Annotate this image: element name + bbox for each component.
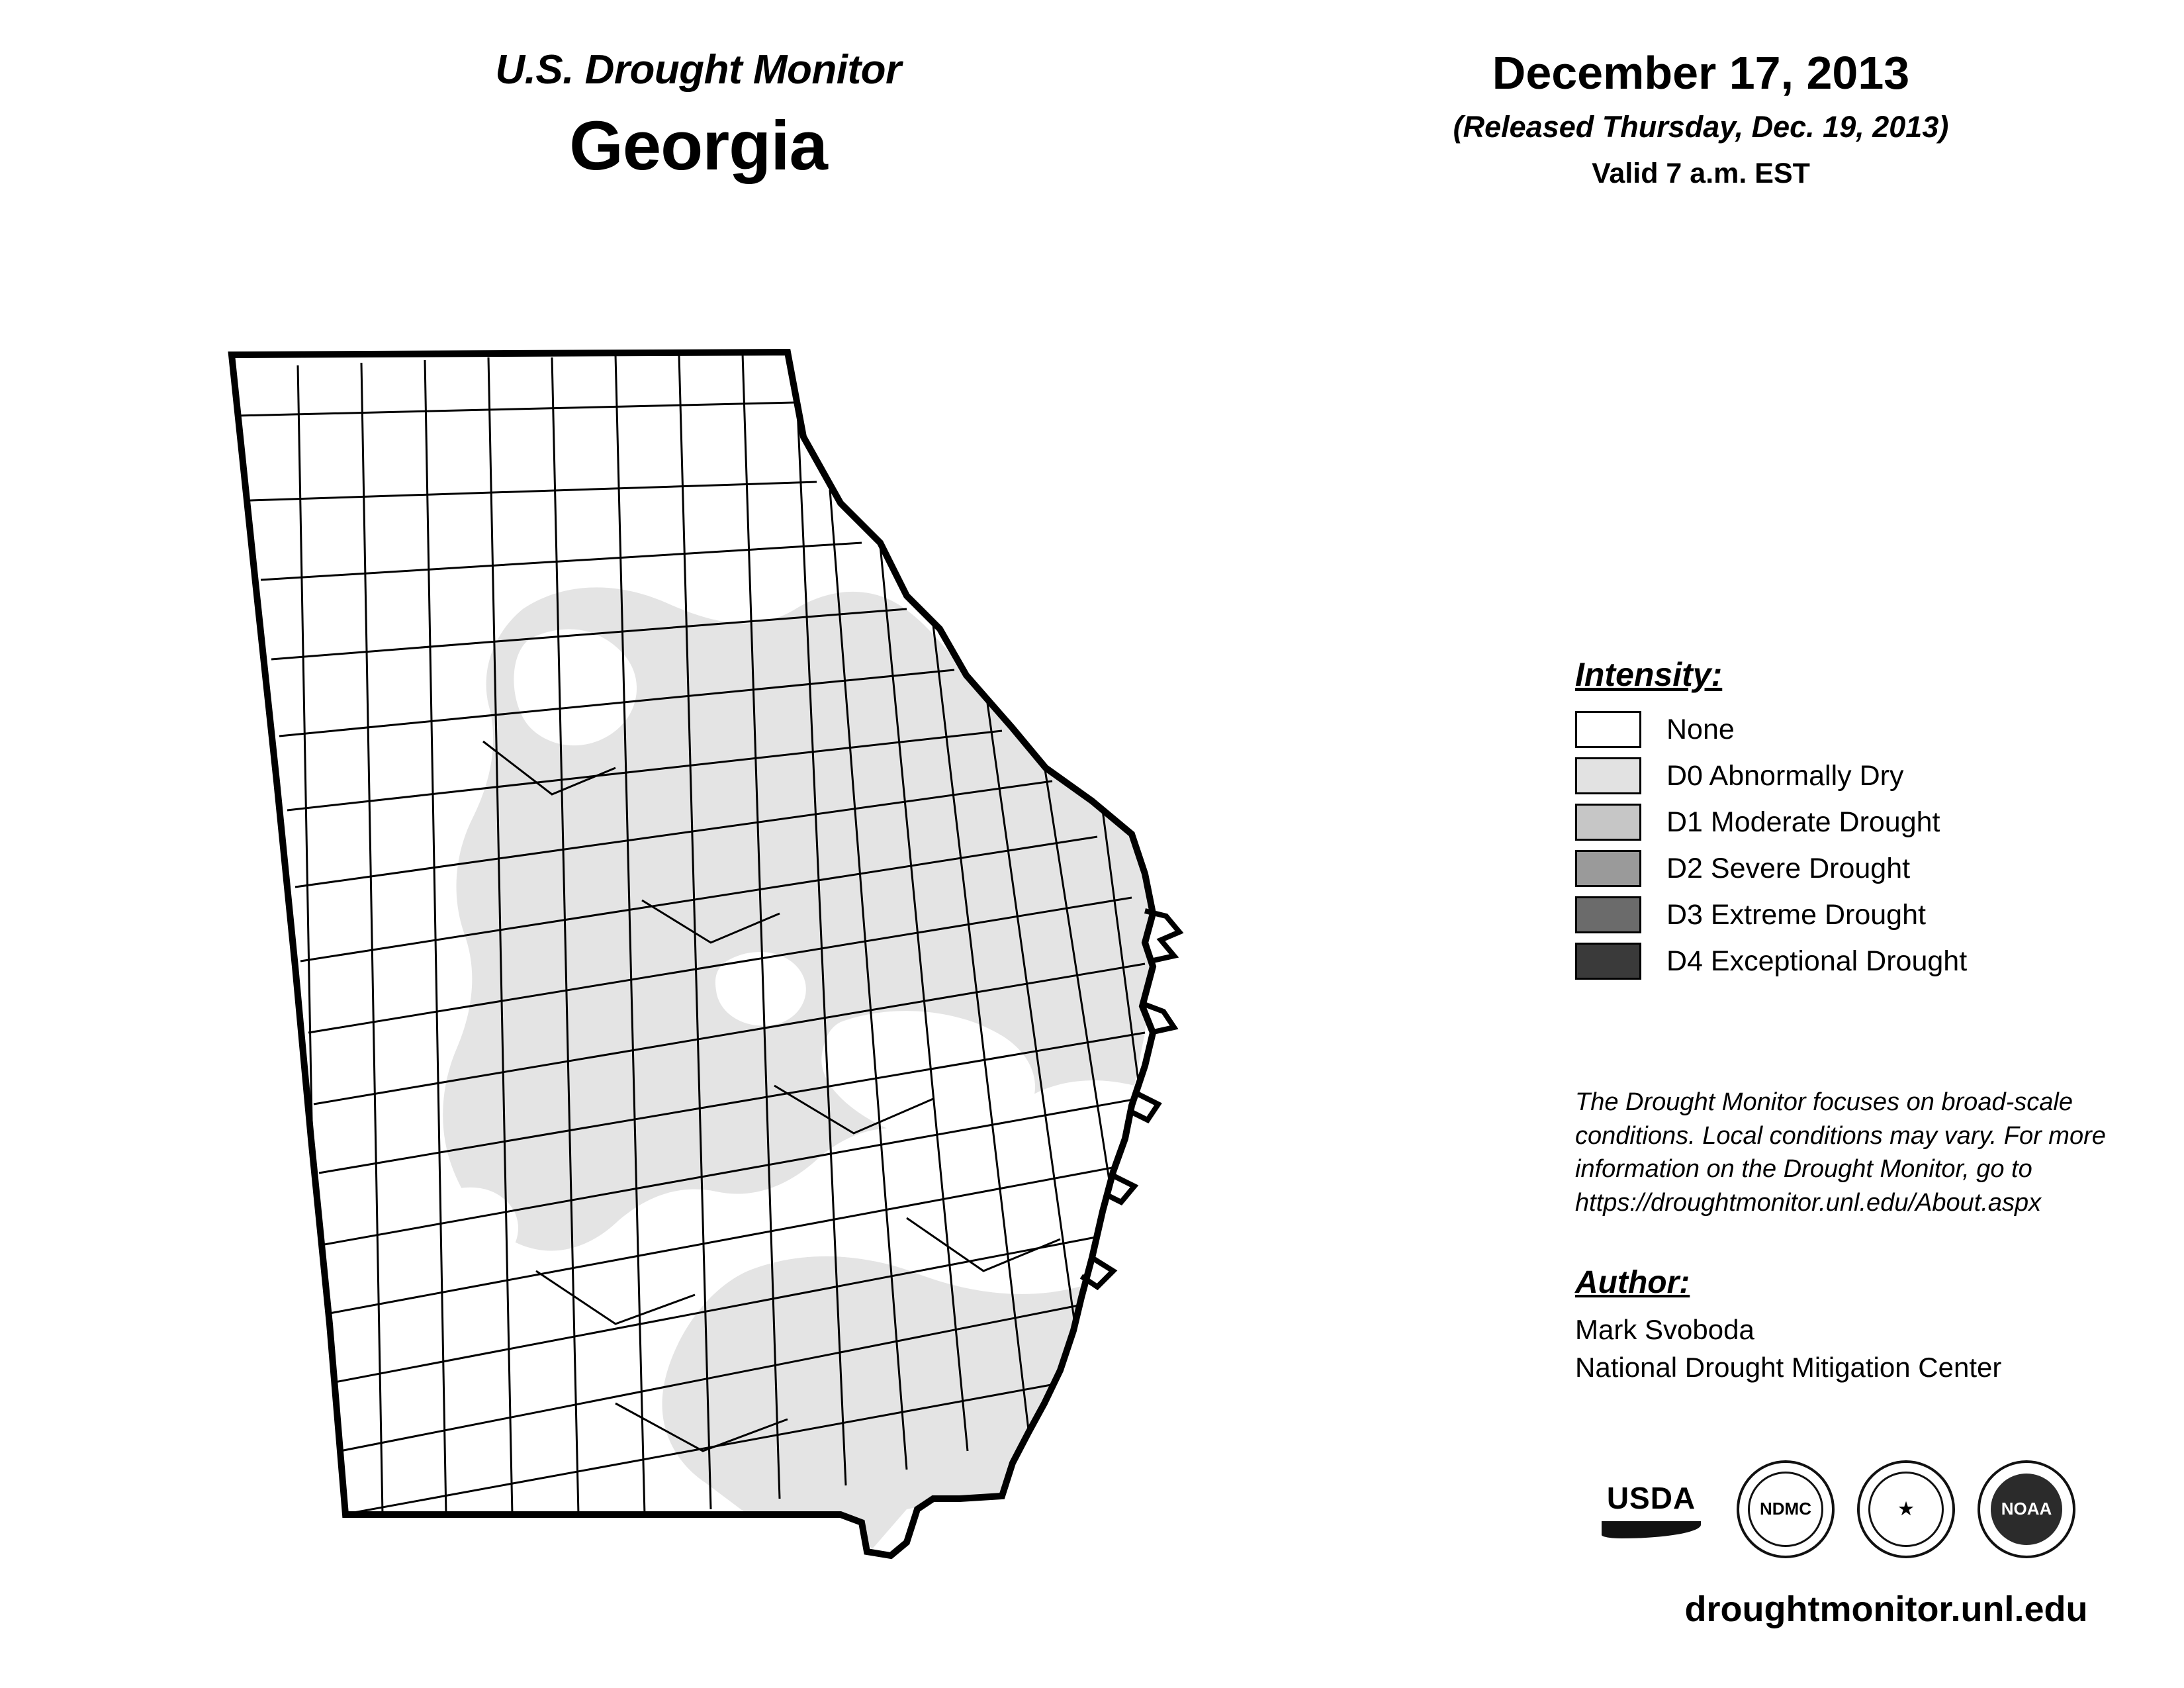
author-title: Author: <box>1575 1265 1690 1300</box>
georgia-drought-map <box>218 344 1357 1602</box>
logo-row <box>1588 1456 2171 1562</box>
noaa-logo <box>1978 1460 2075 1558</box>
legend-swatch-d2 <box>1575 850 1641 887</box>
legend-label-d0: D0 Abnormally Dry <box>1666 759 1904 792</box>
author-org: National Drought Mitigation Center <box>1575 1351 2002 1383</box>
legend-item-d2 <box>1575 850 2171 887</box>
usdoc-logo <box>1857 1460 1955 1558</box>
valid-time: Valid 7 a.m. EST <box>1592 158 1810 189</box>
legend-item-d0 <box>1575 757 2171 794</box>
legend-item-d3 <box>1575 896 2171 933</box>
legend-swatch-d3 <box>1575 896 1641 933</box>
legend-item-none <box>1575 711 2171 748</box>
ndmc-logo <box>1737 1460 1835 1558</box>
legend-title: Intensity: <box>1575 656 1723 693</box>
title-block <box>285 46 1112 186</box>
valid-date: December 17, 2013 <box>1492 47 1910 99</box>
usda-logo <box>1588 1470 1714 1549</box>
map-svg <box>218 344 1357 1602</box>
legend-label-d4: D4 Exceptional Drought <box>1666 945 1968 977</box>
legend-swatch-none <box>1575 711 1641 748</box>
legend-item-d1 <box>1575 804 2171 841</box>
ndmc-logo-text: NDMC <box>1748 1472 1823 1547</box>
usdoc-eagle-icon: ★ <box>1868 1472 1944 1547</box>
release-date: (Released Thursday, Dec. 19, 2013) <box>1453 110 1949 144</box>
legend-label-d3: D3 Extreme Drought <box>1666 898 1926 931</box>
legend-item-d4 <box>1575 943 2171 980</box>
usda-swoosh-icon <box>1602 1521 1701 1538</box>
noaa-logo-text: NOAA <box>1989 1472 2064 1547</box>
legend-swatch-d1 <box>1575 804 1641 841</box>
page-title: U.S. Drought Monitor <box>495 47 901 93</box>
legend <box>1575 655 2171 989</box>
usda-logo-text: USDA <box>1606 1481 1696 1515</box>
website-url[interactable]: droughtmonitor.unl.edu <box>1684 1589 2088 1629</box>
author-name: Mark Svoboda <box>1575 1314 1754 1345</box>
date-block <box>1343 46 2058 190</box>
state-title: Georgia <box>569 107 827 185</box>
legend-swatch-d0 <box>1575 757 1641 794</box>
legend-label-none: None <box>1666 713 1735 745</box>
legend-label-d2: D2 Severe Drought <box>1666 852 1911 884</box>
legend-swatch-d4 <box>1575 943 1641 980</box>
disclaimer-text: The Drought Monitor focuses on broad-scale conditions. Local conditions may vary. For more information on the Drought Monitor, go to https://droughtmonitor.unl.edu/About.aspx <box>1575 1088 2106 1217</box>
legend-label-d1: D1 Moderate Drought <box>1666 806 1940 838</box>
author-block <box>1575 1264 2171 1386</box>
